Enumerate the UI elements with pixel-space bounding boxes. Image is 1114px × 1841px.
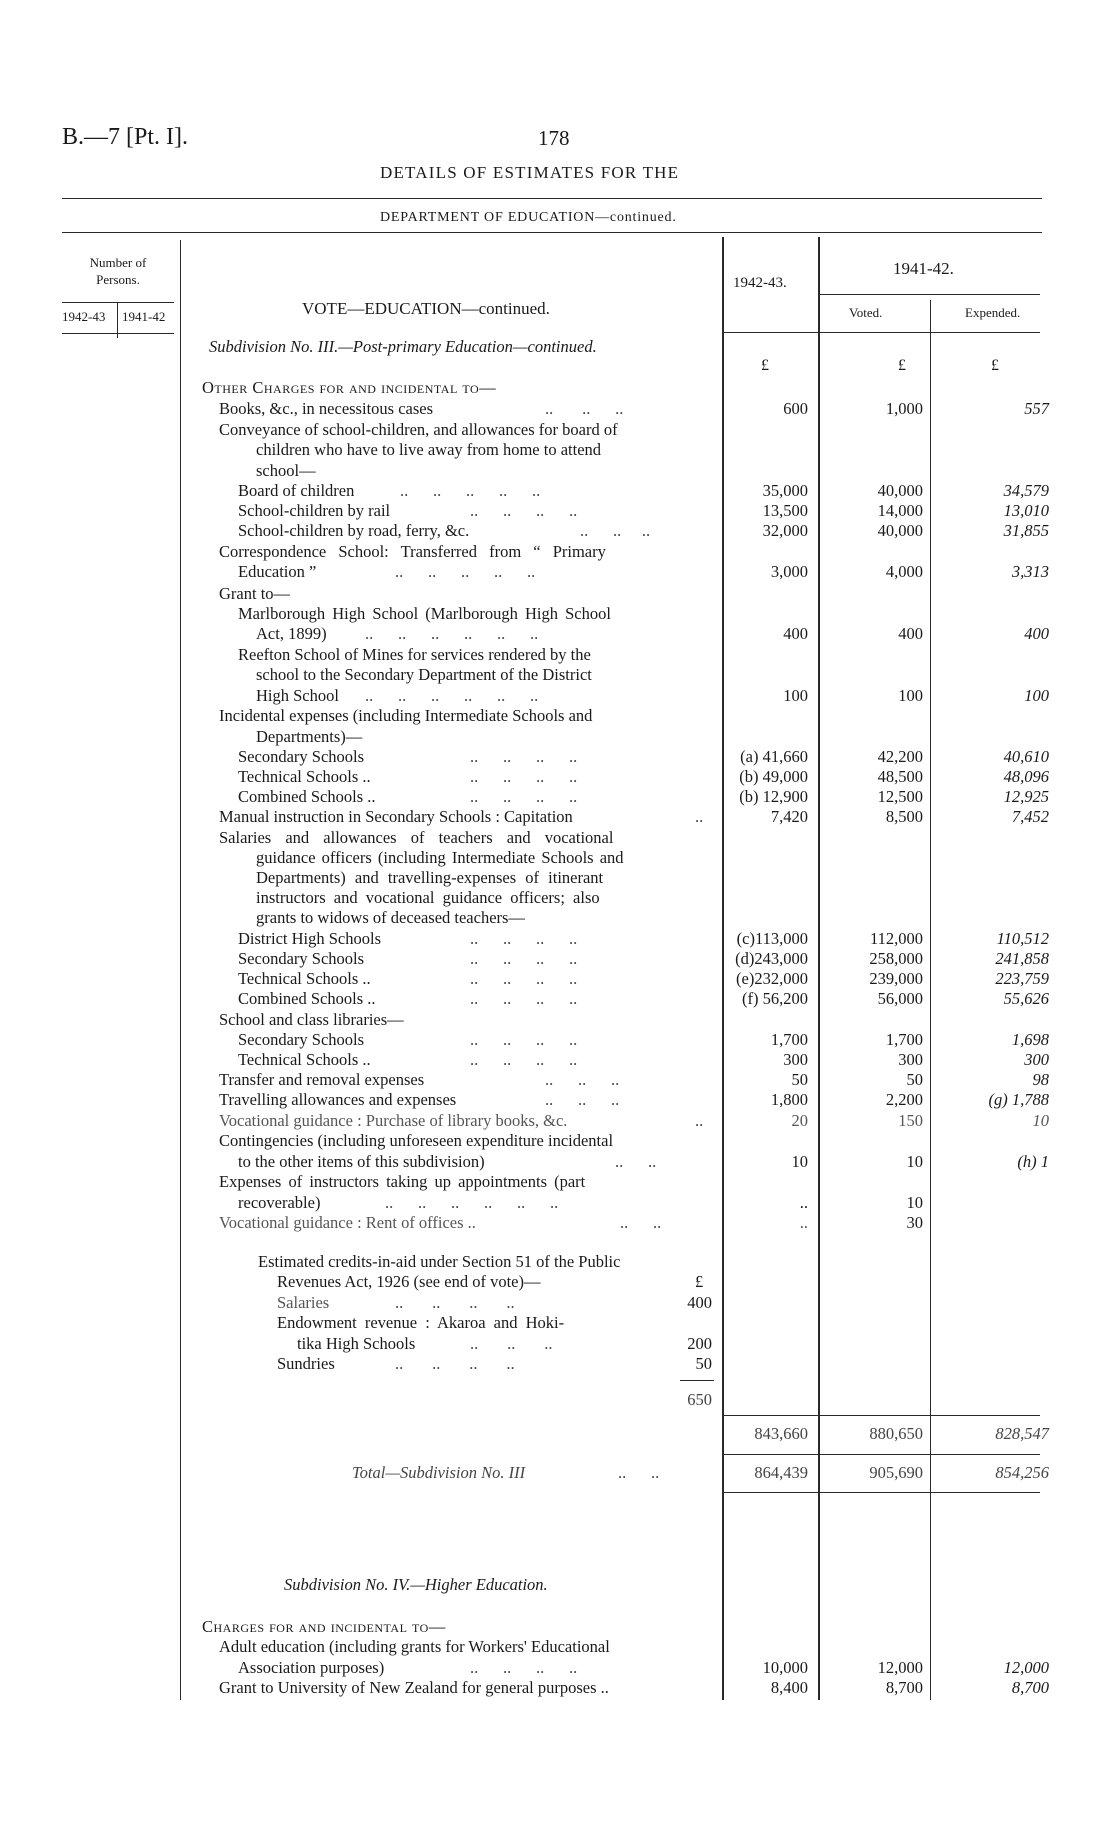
- table-row: [0, 1172, 1114, 1192]
- value-expended: 12,925: [1003, 787, 1049, 806]
- value-1942: (b) 49,000: [739, 767, 808, 786]
- vote-title: VOTE—EDUCATION—continued.: [302, 299, 550, 318]
- value-expended: (h) 1: [1017, 1152, 1049, 1171]
- table-row: [0, 908, 1114, 928]
- value-1942: 13,500: [762, 501, 808, 520]
- credits-in-aid: [0, 1252, 1114, 1409]
- page-title: DETAILS OF ESTIMATES FOR THE: [380, 163, 680, 182]
- value-1942: 400: [783, 624, 808, 643]
- credits-endowment-label1: Endowment revenue : Akaroa and Hoki-: [277, 1313, 565, 1332]
- leader-dots: .. .. .. ..: [470, 747, 578, 766]
- row-label: Reefton School of Mines for services rendered by the: [238, 645, 591, 664]
- value-expended: 13,010: [1003, 501, 1049, 520]
- credits-salaries-label: Salaries: [277, 1293, 330, 1312]
- row-label: Books, &c., in necessitous cases: [219, 399, 434, 418]
- row-label: to the other items of this subdivision): [238, 1152, 485, 1171]
- value-expended: 48,096: [1003, 767, 1049, 786]
- row-label: Secondary Schools: [238, 1030, 365, 1049]
- persons-year-1942: 1942-43: [62, 309, 106, 324]
- table-row: [0, 1678, 1114, 1698]
- total-row: [0, 1463, 1114, 1483]
- table-row: [0, 868, 1114, 888]
- value-voted: 112,000: [869, 929, 923, 948]
- value-expended: (g) 1,788: [988, 1090, 1049, 1109]
- table-row: [0, 1152, 1114, 1172]
- row-label: children who have to live away from home to attend: [256, 440, 602, 459]
- table-row: [0, 929, 1114, 949]
- leader-dots: .. .. ..: [470, 1334, 553, 1353]
- leader-dots: .. .. .. .. .. ..: [365, 624, 539, 643]
- table-row: [0, 1617, 1114, 1637]
- value-voted: 30: [906, 1213, 923, 1232]
- value-voted: 100: [898, 686, 923, 705]
- value-voted: 40,000: [877, 521, 923, 540]
- value-voted: 12,500: [877, 787, 923, 806]
- leader-dots: .. ..: [620, 1213, 662, 1232]
- credits-endowment-label2: tika High Schools: [297, 1334, 416, 1353]
- table-row: [0, 440, 1114, 460]
- value-1942: 600: [783, 399, 808, 418]
- value-voted: 8,500: [885, 807, 923, 826]
- row-label: Vocational guidance : Rent of offices ..: [219, 1213, 476, 1232]
- table-row: [0, 624, 1114, 644]
- table-row: [0, 747, 1114, 767]
- row-label: Salaries and allowances of teachers and vocational: [219, 828, 614, 847]
- value-voted: 4,000: [885, 562, 923, 581]
- table-row: [0, 604, 1114, 624]
- value-1942: (b) 12,900: [739, 787, 808, 806]
- row-label: Technical Schools ..: [238, 767, 371, 786]
- credits-total-rule: [680, 1380, 714, 1381]
- value-1942: 300: [783, 1050, 808, 1069]
- row-label: High School: [256, 686, 339, 705]
- table-row: [0, 378, 1114, 398]
- row-label: Act, 1899): [256, 624, 327, 643]
- leader-dots: .. .. .. ..: [395, 1354, 515, 1373]
- table-row: [0, 1070, 1114, 1090]
- header-rule-2: [62, 232, 1042, 233]
- leader-dots: .. .. .. .. ..: [395, 562, 536, 581]
- value-voted: 56,000: [877, 989, 923, 1008]
- leader-dots: .. .. .. ..: [470, 1658, 578, 1677]
- voted-heading: Voted.: [849, 305, 883, 320]
- leader-dots: .. .. .. ..: [470, 767, 578, 786]
- row-label: school to the Secondary Department of the District: [256, 665, 592, 684]
- rule-persons-divider: [117, 302, 118, 338]
- subtotal-1942: 843,660: [754, 1424, 808, 1443]
- table-row: [0, 989, 1114, 1009]
- value-1942: 50: [791, 1070, 808, 1089]
- value-1942: (e)232,000: [736, 969, 808, 988]
- number-of-persons-heading: Number of Persons.: [89, 255, 147, 287]
- value-1942: 10,000: [762, 1658, 808, 1677]
- table-row: [0, 706, 1114, 726]
- table-row: [0, 1030, 1114, 1050]
- department-heading: DEPARTMENT OF EDUCATION—continued.: [380, 210, 677, 225]
- table-row: [0, 1050, 1114, 1070]
- table-row: [0, 1090, 1114, 1110]
- value-expended: 34,579: [1003, 481, 1049, 500]
- value-1942: ..: [799, 1193, 808, 1212]
- rule-persons-header-2: [62, 333, 174, 334]
- credits-sundries-value: 50: [695, 1354, 712, 1373]
- row-label: Contingencies (including unforeseen expenditure incidental: [219, 1131, 614, 1150]
- leader-dots: .. .. .. ..: [470, 929, 578, 948]
- table-row: [0, 481, 1114, 501]
- row-label: Marlborough High School (Marlborough High School: [238, 604, 611, 623]
- row-label: Expenses of instructors taking up appointments (part: [219, 1172, 586, 1191]
- table-row: [0, 584, 1114, 604]
- row-label: Departments)—: [256, 727, 363, 746]
- credits-sundries-label: Sundries: [277, 1354, 335, 1373]
- value-expended: 7,452: [1011, 807, 1049, 826]
- value-1942: 100: [783, 686, 808, 705]
- value-1942: (a) 41,660: [740, 747, 808, 766]
- value-expended: 241,858: [995, 949, 1049, 968]
- value-voted: 1,000: [885, 399, 923, 418]
- leader-dots: .. ..: [618, 1463, 660, 1482]
- table-row: [0, 501, 1114, 521]
- subtotal-expended: 828,547: [995, 1424, 1049, 1443]
- table-row: [0, 969, 1114, 989]
- table-row: [0, 686, 1114, 706]
- value-expended: 40,610: [1003, 747, 1049, 766]
- value-voted: 10: [906, 1193, 923, 1212]
- row-label: Transfer and removal expenses: [219, 1070, 425, 1089]
- credits-pound-sign: £: [695, 1272, 704, 1291]
- rule-persons-header: [62, 302, 174, 303]
- value-voted: 2,200: [885, 1090, 923, 1109]
- leader-dots: .. .. .. ..: [470, 1030, 578, 1049]
- row-label: Association purposes): [238, 1658, 385, 1677]
- table-row: [0, 787, 1114, 807]
- row-label: Technical Schools ..: [238, 1050, 371, 1069]
- column-1941-42-heading: 1941-42.: [893, 259, 954, 278]
- leader-dots: .. .. .. ..: [470, 989, 578, 1008]
- credits-intro-line1: Estimated credits-in-aid under Section 51 of the Public: [258, 1252, 621, 1271]
- row-label: Combined Schools ..: [238, 989, 376, 1008]
- row-label: Incidental expenses (including Intermediate Schools and: [219, 706, 593, 725]
- table-row: [0, 1658, 1114, 1678]
- row-label: grants to widows of deceased teachers—: [256, 908, 525, 927]
- row-label: Vocational guidance : Purchase of library books, &c.: [219, 1111, 568, 1130]
- credits-total-value: 650: [687, 1390, 712, 1409]
- subtotal-voted: 880,650: [869, 1424, 923, 1443]
- row-label: Secondary Schools: [238, 747, 365, 766]
- value-voted: 239,000: [869, 969, 923, 988]
- row-label: Correspondence School: Transferred from “ Primary: [219, 542, 606, 561]
- row-label: Other Charges for and incidental to—: [202, 378, 497, 397]
- value-1942: 10: [791, 1152, 808, 1171]
- value-1942: 8,400: [770, 1678, 808, 1697]
- leader-dots: .. .. ..: [580, 521, 651, 540]
- credits-intro-line2: Revenues Act, 1926 (see end of vote)—: [277, 1272, 541, 1291]
- row-label: Departments) and travelling-expenses of itinerant: [256, 868, 604, 887]
- credits-salaries-value: 400: [687, 1293, 712, 1312]
- subtotal-rule-top: [723, 1415, 1040, 1416]
- table-row: [0, 645, 1114, 665]
- value-voted: 300: [898, 1050, 923, 1069]
- value-expended: 400: [1024, 624, 1049, 643]
- leader-dots: .. .. .. ..: [395, 1293, 515, 1312]
- value-voted: 14,000: [877, 501, 923, 520]
- leader-dots: .. .. .. .. .. ..: [365, 686, 539, 705]
- table-row: [0, 727, 1114, 747]
- value-expended: 300: [1024, 1050, 1049, 1069]
- table-row: [0, 420, 1114, 440]
- value-voted: 42,200: [877, 747, 923, 766]
- persons-year-1941: 1941-42: [122, 309, 166, 324]
- row-label: Grant to University of New Zealand for general purposes ..: [219, 1678, 609, 1697]
- page-number: 178: [538, 126, 570, 150]
- value-voted: 400: [898, 624, 923, 643]
- row-label: Conveyance of school-children, and allowances for board of: [219, 420, 618, 439]
- row-label: District High Schools: [238, 929, 381, 948]
- value-voted: 8,700: [885, 1678, 923, 1697]
- leader-dots: .. .. .. ..: [470, 969, 578, 988]
- pound-sign-expended: £: [991, 357, 999, 374]
- leader-dots: ..: [695, 1111, 704, 1130]
- row-label: School-children by rail: [238, 501, 391, 520]
- row-label: Combined Schools ..: [238, 787, 376, 806]
- row-label: Grant to—: [219, 584, 291, 603]
- value-voted: 150: [898, 1111, 923, 1130]
- table-row: [0, 542, 1114, 562]
- value-expended: 10: [1032, 1111, 1049, 1130]
- leader-dots: .. .. .. .. .. ..: [385, 1193, 559, 1212]
- value-voted: 48,500: [877, 767, 923, 786]
- value-1942: (c)113,000: [736, 929, 808, 948]
- table-row: [0, 1131, 1114, 1151]
- value-expended: 223,759: [995, 969, 1049, 988]
- pound-sign-voted: £: [898, 357, 906, 374]
- value-expended: 3,313: [1011, 562, 1049, 581]
- row-label: Education ”: [238, 562, 317, 581]
- table-row: [0, 521, 1114, 541]
- value-voted: 10: [906, 1152, 923, 1171]
- leader-dots: .. .. .. ..: [470, 501, 578, 520]
- table-row: [0, 807, 1114, 827]
- row-label: school—: [256, 461, 316, 480]
- value-voted: 40,000: [877, 481, 923, 500]
- column-1942-43-heading: 1942-43.: [733, 275, 787, 291]
- value-expended: 110,512: [996, 929, 1049, 948]
- leader-dots: .. .. .. .. ..: [400, 481, 541, 500]
- row-label: Charges for and incidental to—: [202, 1617, 446, 1636]
- rule-columns-header: [723, 332, 1040, 333]
- row-label: School-children by road, ferry, &c.: [238, 521, 470, 540]
- pound-sign-1942: £: [761, 357, 769, 374]
- subdivision-3-heading: Subdivision No. III.—Post-primary Education—continued.: [209, 337, 597, 356]
- table-row: [0, 888, 1114, 908]
- leader-dots: .. ..: [615, 1152, 657, 1171]
- value-expended: 100: [1024, 686, 1049, 705]
- value-expended: 98: [1032, 1070, 1049, 1089]
- leader-dots: .. .. .. ..: [470, 949, 578, 968]
- table-row: [0, 562, 1114, 582]
- table-row: [0, 828, 1114, 848]
- value-1942: (f) 56,200: [742, 989, 808, 1008]
- value-1942: 3,000: [770, 562, 808, 581]
- row-label: Travelling allowances and expenses: [219, 1090, 457, 1109]
- document-reference: B.—7 [Pt. I].: [62, 124, 188, 150]
- leader-dots: .. .. .. ..: [470, 1050, 578, 1069]
- rule-1941-header: [818, 294, 1040, 295]
- row-label: Secondary Schools: [238, 949, 365, 968]
- total-rule-top: [723, 1454, 1040, 1455]
- total-1942: 864,439: [754, 1463, 808, 1482]
- credits-endowment-value: 200: [687, 1334, 712, 1353]
- row-label: School and class libraries—: [219, 1010, 404, 1029]
- table-row: [0, 1637, 1114, 1657]
- header-rule: [62, 198, 1042, 199]
- row-label: recoverable): [238, 1193, 321, 1212]
- table-row: [0, 1111, 1114, 1131]
- value-1942: ..: [799, 1213, 808, 1232]
- subdivision-4-heading: Subdivision No. IV.—Higher Education.: [284, 1575, 548, 1594]
- table-row: [0, 848, 1114, 868]
- value-1942: 1,700: [770, 1030, 808, 1049]
- total-voted: 905,690: [869, 1463, 923, 1482]
- value-voted: 1,700: [885, 1030, 923, 1049]
- total-expended: 854,256: [995, 1463, 1049, 1482]
- row-label: Adult education (including grants for Workers' Educational: [219, 1637, 610, 1656]
- leader-dots: .. .. ..: [545, 1090, 620, 1109]
- value-1942: (d)243,000: [735, 949, 808, 968]
- table-row: [0, 1213, 1114, 1233]
- value-expended: 55,626: [1003, 989, 1049, 1008]
- table-row: [0, 767, 1114, 787]
- leader-dots: .. .. ..: [545, 399, 624, 418]
- table-row: [0, 461, 1114, 481]
- value-voted: 258,000: [869, 949, 923, 968]
- value-voted: 50: [906, 1070, 923, 1089]
- value-expended: 557: [1024, 399, 1049, 418]
- value-expended: 8,700: [1011, 1678, 1049, 1697]
- value-voted: 12,000: [877, 1658, 923, 1677]
- value-1942: 20: [791, 1111, 808, 1130]
- row-label: guidance officers (including Intermediate Schools and: [256, 848, 624, 867]
- value-expended: 12,000: [1003, 1658, 1049, 1677]
- row-label: instructors and vocational guidance officers; also: [256, 888, 600, 907]
- leader-dots: ..: [695, 807, 704, 826]
- total-rule-bottom: [723, 1492, 1040, 1493]
- value-expended: 31,855: [1003, 521, 1049, 540]
- total-label: Total—Subdivision No. III: [352, 1463, 526, 1482]
- value-1942: 1,800: [770, 1090, 808, 1109]
- table-row: [0, 665, 1114, 685]
- value-expended: 1,698: [1011, 1030, 1049, 1049]
- table-row: [0, 1010, 1114, 1030]
- row-label: Board of children: [238, 481, 355, 500]
- table-row: [0, 1193, 1114, 1213]
- value-1942: 7,420: [770, 807, 808, 826]
- row-label: Technical Schools ..: [238, 969, 371, 988]
- table-row: [0, 399, 1114, 419]
- value-1942: 32,000: [762, 521, 808, 540]
- leader-dots: .. .. ..: [545, 1070, 620, 1089]
- value-1942: 35,000: [762, 481, 808, 500]
- expended-heading: Expended.: [965, 305, 1021, 320]
- row-label: Manual instruction in Secondary Schools : Capitation: [219, 807, 573, 826]
- leader-dots: .. .. .. ..: [470, 787, 578, 806]
- table-row: [0, 949, 1114, 969]
- subtotal-row: [0, 1424, 1114, 1444]
